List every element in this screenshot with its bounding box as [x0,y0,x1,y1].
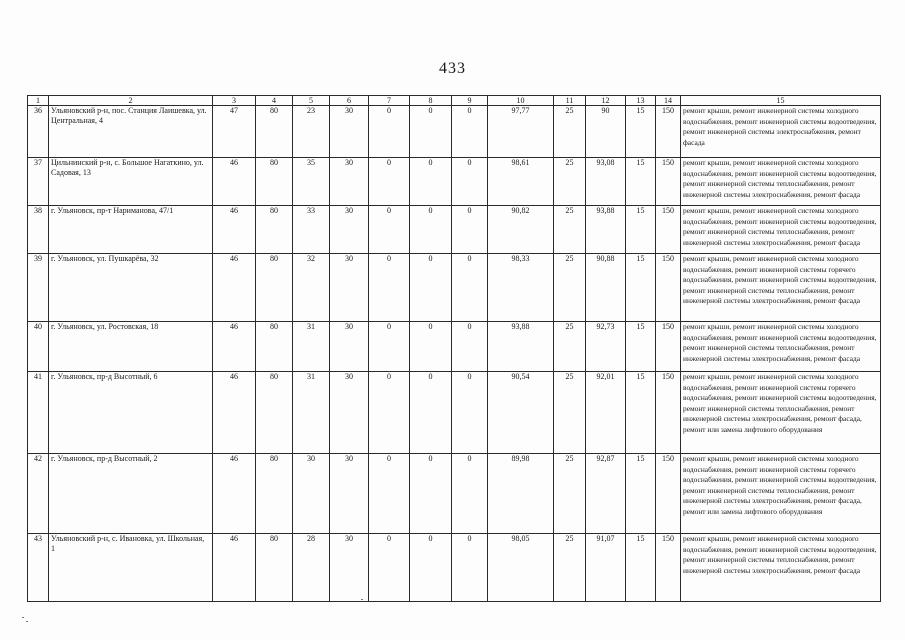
address-cell: г. Ульяновск, пр-т Нариманова, 47/1 [49,206,213,254]
value-cell: 30 [330,534,369,602]
value-cell: 150 [656,454,681,534]
value-cell: 150 [656,206,681,254]
value-cell: 33 [293,206,330,254]
value-cell: 0 [452,372,488,454]
value-cell: 80 [256,254,293,322]
value-cell: 0 [369,372,410,454]
column-number-header: 1 [28,96,49,106]
value-cell: 80 [256,534,293,602]
value-cell: 80 [256,106,293,158]
value-cell: 90 [586,106,626,158]
value-cell: 150 [656,372,681,454]
value-cell: 15 [626,158,656,206]
address-cell: Ульяновский р-н, с. Ивановка, ул. Школьная, 1 [49,534,213,602]
column-number-header: 14 [656,96,681,106]
address-cell: г. Ульяновск, пр-д Высотный, 6 [49,372,213,454]
value-cell: 0 [410,106,452,158]
row-number-cell: 40 [28,322,49,372]
column-number-header: 4 [256,96,293,106]
table-row [28,534,881,602]
row-number-cell: 36 [28,106,49,158]
value-cell: 98,05 [488,534,554,602]
address-cell: г. Ульяновск, пр-д Высотный, 2 [49,454,213,534]
value-cell: 15 [626,454,656,534]
value-cell: 15 [626,372,656,454]
value-cell: 25 [554,254,586,322]
value-cell: 150 [656,254,681,322]
value-cell: 150 [656,322,681,372]
table-row [28,158,881,206]
table-body [28,106,881,602]
value-cell: 0 [369,158,410,206]
value-cell: 25 [554,534,586,602]
value-cell: 15 [626,106,656,158]
value-cell: 0 [452,534,488,602]
value-cell: 30 [293,454,330,534]
value-cell: 46 [213,158,256,206]
value-cell: 93,88 [488,322,554,372]
column-number-header: 8 [410,96,452,106]
value-cell: 0 [369,322,410,372]
column-number-header: 9 [452,96,488,106]
table-row [28,372,881,454]
column-number-header: 13 [626,96,656,106]
value-cell: 25 [554,106,586,158]
address-cell: г. Ульяновск, ул. Ростовская, 18 [49,322,213,372]
value-cell: 46 [213,372,256,454]
address-cell: г. Ульяновск, ул. Пушкарёва, 32 [49,254,213,322]
value-cell: 80 [256,372,293,454]
row-number-cell: 41 [28,372,49,454]
value-cell: 35 [293,158,330,206]
table-row [28,206,881,254]
column-number-header: 3 [213,96,256,106]
value-cell: 97,77 [488,106,554,158]
value-cell: 0 [369,206,410,254]
value-cell: 98,33 [488,254,554,322]
address-cell: Цильнинский р-н, с. Большое Нагаткино, ул. Садовая, 13 [49,158,213,206]
row-number-cell: 39 [28,254,49,322]
value-cell: 0 [410,322,452,372]
value-cell: 46 [213,254,256,322]
value-cell: 92,87 [586,454,626,534]
works-cell: ремонт крыши, ремонт инженерной системы холодного водоснабжения, ремонт инженерной системы горячего водоснабжения, ремонт инженерной системы водоотведения, ремонт инженерной системы теплоснабжения, ремонт инженерной системы электроснабжения, ремонт фасада, ремонт или замена лифтового оборудования [681,372,881,454]
address-cell: Ульяновский р-н, пос. Станция Лаишевка, ул. Центральная, 4 [49,106,213,158]
column-number-header: 2 [49,96,213,106]
works-cell: ремонт крыши, ремонт инженерной системы холодного водоснабжения, ремонт инженерной системы водоотведения, ремонт инженерной системы теплоснабжения, ремонт инженерной системы электроснабжения, ремонт фасада [681,534,881,602]
value-cell: 46 [213,322,256,372]
value-cell: 30 [330,158,369,206]
value-cell: 0 [410,254,452,322]
scan-speck [26,621,28,622]
column-number-header: 7 [369,96,410,106]
value-cell: 91,07 [586,534,626,602]
register-table [27,95,881,602]
scan-speck [361,599,363,600]
column-number-header: 10 [488,96,554,106]
scan-speck [22,617,24,618]
value-cell: 150 [656,534,681,602]
value-cell: 80 [256,206,293,254]
value-cell: 30 [330,322,369,372]
row-number-cell: 38 [28,206,49,254]
value-cell: 80 [256,158,293,206]
row-number-cell: 43 [28,534,49,602]
row-number-cell: 42 [28,454,49,534]
value-cell: 30 [330,106,369,158]
column-number-header: 11 [554,96,586,106]
value-cell: 30 [330,254,369,322]
table-row [28,322,881,372]
value-cell: 89,98 [488,454,554,534]
value-cell: 0 [452,158,488,206]
value-cell: 25 [554,372,586,454]
value-cell: 0 [410,372,452,454]
table-row [28,254,881,322]
column-number-header: 5 [293,96,330,106]
value-cell: 0 [369,454,410,534]
value-cell: 46 [213,534,256,602]
works-cell: ремонт крыши, ремонт инженерной системы холодного водоснабжения, ремонт инженерной системы водоотведения, ремонт инженерной системы электроснабжения, ремонт фасада [681,106,881,158]
value-cell: 93,08 [586,158,626,206]
value-cell: 0 [410,206,452,254]
value-cell: 0 [452,322,488,372]
value-cell: 0 [410,454,452,534]
value-cell: 0 [452,254,488,322]
value-cell: 28 [293,534,330,602]
value-cell: 0 [410,158,452,206]
works-cell: ремонт крыши, ремонт инженерной системы холодного водоснабжения, ремонт инженерной системы горячего водоснабжения, ремонт инженерной системы водоотведения, ремонт инженерной системы теплоснабжения, ремонт инженерной системы электроснабжения, ремонт фасада, ремонт или замена лифтового оборудования [681,454,881,534]
value-cell: 30 [330,206,369,254]
value-cell: 31 [293,322,330,372]
works-cell: ремонт крыши, ремонт инженерной системы холодного водоснабжения, ремонт инженерной системы водоотведения, ремонт инженерной системы теплоснабжения, ремонт инженерной системы электроснабжения, ремонт фасада [681,158,881,206]
column-number-header: 15 [681,96,881,106]
value-cell: 15 [626,534,656,602]
value-cell: 25 [554,454,586,534]
row-number-cell: 37 [28,158,49,206]
header-row [28,96,881,106]
value-cell: 90,88 [586,254,626,322]
value-cell: 0 [369,254,410,322]
value-cell: 30 [330,454,369,534]
value-cell: 46 [213,206,256,254]
value-cell: 98,61 [488,158,554,206]
value-cell: 25 [554,322,586,372]
value-cell: 47 [213,106,256,158]
works-cell: ремонт крыши, ремонт инженерной системы холодного водоснабжения, ремонт инженерной системы водоотведения, ремонт инженерной системы теплоснабжения, ремонт инженерной системы электроснабжения, ремонт фасада [681,322,881,372]
value-cell: 0 [452,106,488,158]
value-cell: 0 [452,206,488,254]
value-cell: 32 [293,254,330,322]
column-number-header: 12 [586,96,626,106]
value-cell: 15 [626,206,656,254]
table-row [28,106,881,158]
value-cell: 15 [626,322,656,372]
value-cell: 92,73 [586,322,626,372]
value-cell: 80 [256,454,293,534]
value-cell: 90,82 [488,206,554,254]
value-cell: 0 [452,454,488,534]
value-cell: 150 [656,158,681,206]
value-cell: 30 [330,372,369,454]
page-number: 433 [439,60,466,77]
works-cell: ремонт крыши, ремонт инженерной системы холодного водоснабжения, ремонт инженерной системы горячего водоснабжения, ремонт инженерной системы водоотведения, ремонт инженерной системы теплоснабжения, ремонт инженерной системы электроснабжения, ремонт фасада [681,254,881,322]
value-cell: 25 [554,206,586,254]
value-cell: 23 [293,106,330,158]
value-cell: 0 [369,534,410,602]
value-cell: 0 [410,534,452,602]
value-cell: 0 [369,106,410,158]
works-cell: ремонт крыши, ремонт инженерной системы холодного водоснабжения, ремонт инженерной системы водоотведения, ремонт инженерной системы теплоснабжения, ремонт инженерной системы электроснабжения, ремонт фасада [681,206,881,254]
table-row [28,454,881,534]
value-cell: 90,54 [488,372,554,454]
value-cell: 93,88 [586,206,626,254]
value-cell: 92,01 [586,372,626,454]
value-cell: 46 [213,454,256,534]
value-cell: 25 [554,158,586,206]
column-number-header: 6 [330,96,369,106]
value-cell: 150 [656,106,681,158]
value-cell: 80 [256,322,293,372]
value-cell: 15 [626,254,656,322]
value-cell: 31 [293,372,330,454]
